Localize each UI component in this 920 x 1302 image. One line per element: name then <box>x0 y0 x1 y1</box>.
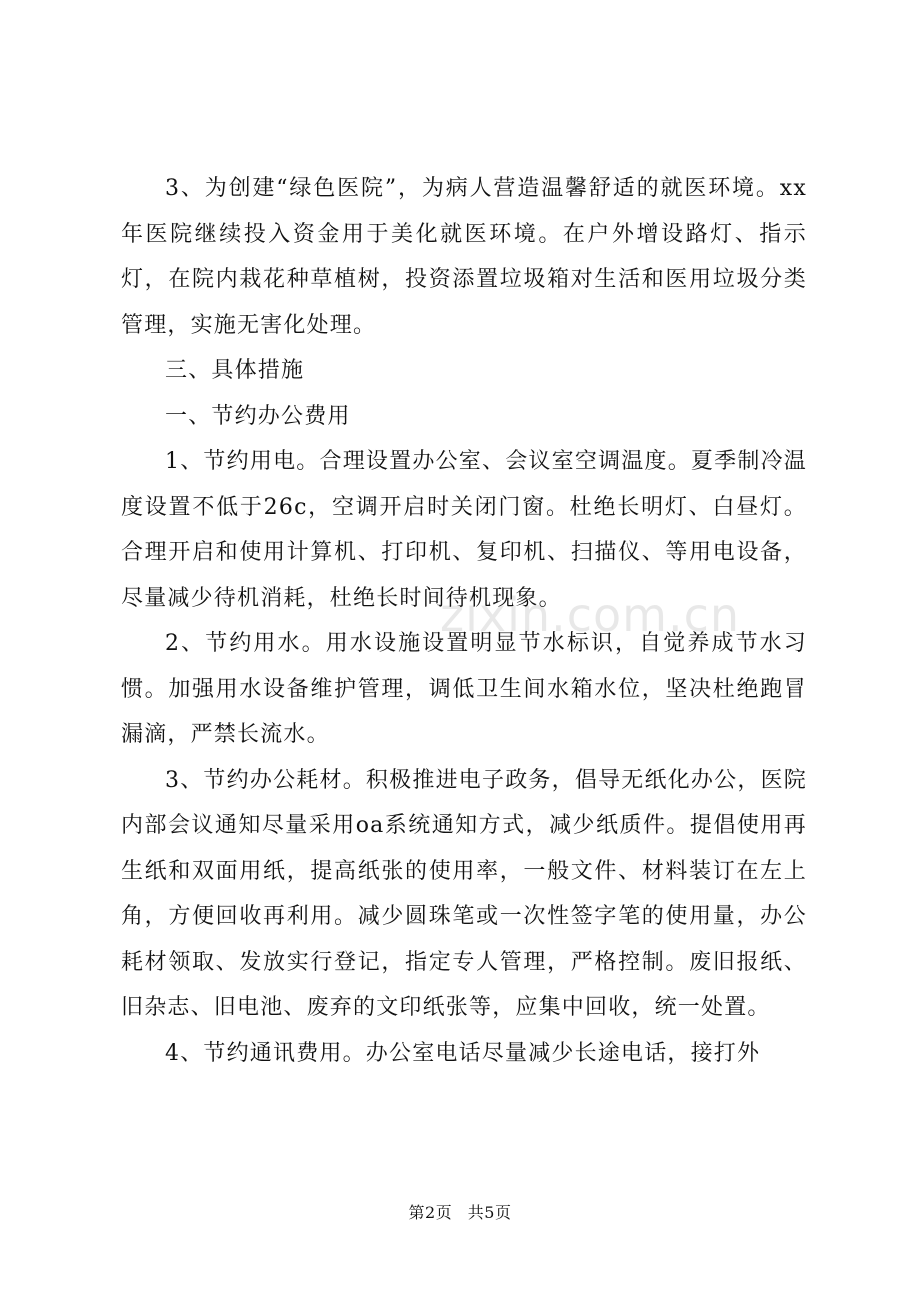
section-heading-measures: 三、具体措施 <box>165 358 305 383</box>
page-total: 共5页 <box>467 1203 512 1222</box>
paragraph-save-water: 2、节约用水。用水设施设置明显节水标识，自觉养成节水习惯。加强用水设备维护管理，调低卫生间水箱水位，坚决杜绝跑冒漏滴，严禁长流水。 <box>121 631 807 747</box>
watermark: zixin.com.cn <box>440 588 741 642</box>
paragraph-save-supplies: 3、节约办公耗材。积极推进电子政务，倡导无纸化办公，医院内部会议通知尽量采用oa系统通知方式，减少纸质件。提倡使用再生纸和双面用纸，提高纸张的使用率，一般文件、材料装订在左上角，方便回收再利用。减少圆珠笔或一次性签字笔的使用量，办公耗材领取、发放实行登记，指定专人管理，严格控制。废旧报纸、旧杂志、旧电池、废弃的文印纸张等，应集中回收，统一处置。 <box>121 767 807 1020</box>
page-footer <box>0 1200 920 1223</box>
paragraph-green-hospital: 3、为创建“绿色医院”，为病人营造温馨舒适的就医环境。xx年医院继续投入资金用于美化就医环境。在户外增设路灯、指示灯，在院内栽花种草植树，投资添置垃圾箱对生活和医用垃圾分类管理，实施无害化处理。 <box>121 176 807 338</box>
document-body <box>121 166 807 1076</box>
subheading-save-office-costs: 一、节约办公费用 <box>165 403 351 429</box>
page-number: 第2页 <box>408 1203 453 1222</box>
paragraph-save-telecom: 4、节约通讯费用。办公室电话尽量减少长途电话，接打外 <box>165 1040 761 1066</box>
paragraph-save-electricity: 1、节约用电。合理设置办公室、会议室空调温度。夏季制冷温度设置不低于26c，空调开启时关闭门窗。杜绝长明灯、白昼灯。合理开启和使用计算机、打印机、复印机、扫描仪、等用电设备，尽量减少待机消耗，杜绝长时间待机现象。 <box>121 449 807 611</box>
